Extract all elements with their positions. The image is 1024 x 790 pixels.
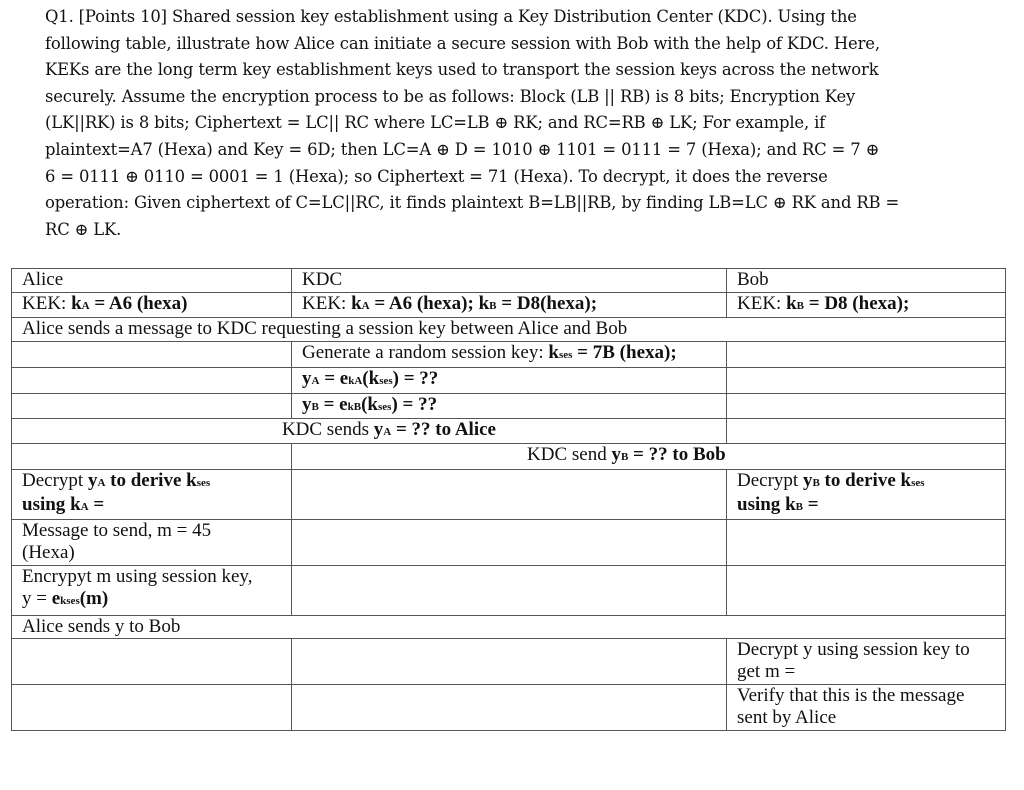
kdc-sends-ya: KDC sends yA = ?? to Alice [12,419,727,444]
question-line: operation: Given ciphertext of C=LC||RC, it finds plaintext B=LB||RB, by finding LB=LC ⊕ RK and RB = [45,193,900,213]
bob-decrypt-yb: Decrypt yB to derive kses using kB = [727,470,1006,520]
table-row [12,394,1006,419]
request-row: Alice sends a message to KDC requesting a session key between Alice and Bob [12,318,1006,342]
table-row [12,368,1006,394]
table-row [12,639,1006,685]
bob-decrypt-y: Decrypt y using session key to get m = [727,639,1006,685]
table-row [12,269,1006,293]
header-alice: Alice [12,269,292,293]
question-line: plaintext=A7 (Hexa) and Key = 6D; then LC=A ⊕ D = 1010 ⊕ 1101 = 0111 = 7 (Hexa); and RC = 7 ⊕ [45,139,880,159]
table-row [12,470,1006,520]
yb-formula: yB = ekB(kses) = ?? [292,394,727,419]
header-bob: Bob [727,269,1006,293]
question-line: RC ⊕ LK. [45,219,122,239]
kek-kdc: KEK: kA = A6 (hexa); kB = D8(hexa); [292,293,727,318]
table-row [12,566,1006,616]
table-row [12,520,1006,566]
question-line: 6 = 0111 ⊕ 0110 = 0001 = 1 (Hexa); so Ciphertext = 71 (Hexa). To decrypt, it does the reverse [45,166,828,186]
kdc-sends-yb: KDC send yB = ?? to Bob [292,444,1006,470]
table-row [12,342,1006,368]
table-row [12,318,1006,342]
question-line: following table, illustrate how Alice can initiate a secure session with Bob with the help of KDC. Here, [45,33,880,53]
question-line: Q1. [Points 10] Shared session key establishment using a Key Distribution Center (KDC). Using the [45,7,857,26]
question-line: securely. Assume the encryption process to be as follows: Block (LB || RB) is 8 bits; Encryption Key [45,86,856,106]
table-row [12,293,1006,318]
table-row [12,444,1006,470]
alice-sends-y: Alice sends y to Bob [12,616,1006,639]
header-kdc: KDC [292,269,727,293]
encrypt-message: Encrypyt m using session key, y = ekses(m) [12,566,292,616]
protocol-table [11,268,1006,731]
generate-session-key: Generate a random session key: kses = 7B (hexa); [292,342,727,368]
alice-decrypt-ya: Decrypt yA to derive kses using kA = [12,470,292,520]
table-row [12,616,1006,639]
question-text [45,4,905,243]
question-line: (LK||RK) is 8 bits; Ciphertext = LC|| RC where LC=LB ⊕ RK; and RC=RB ⊕ LK; For example, if [45,113,826,133]
kek-bob: KEK: kB = D8 (hexa); [727,293,1006,318]
kek-alice: KEK: kA = A6 (hexa) [12,293,292,318]
message-to-send: Message to send, m = 45 (Hexa) [12,520,292,566]
question-line: KEKs are the long term key establishment keys used to transport the session keys across the network [45,60,879,80]
bob-verify: Verify that this is the message sent by Alice [727,685,1006,731]
table-row [12,419,1006,444]
ya-formula: yA = ekA(kses) = ?? [292,368,727,394]
table-row [12,685,1006,731]
